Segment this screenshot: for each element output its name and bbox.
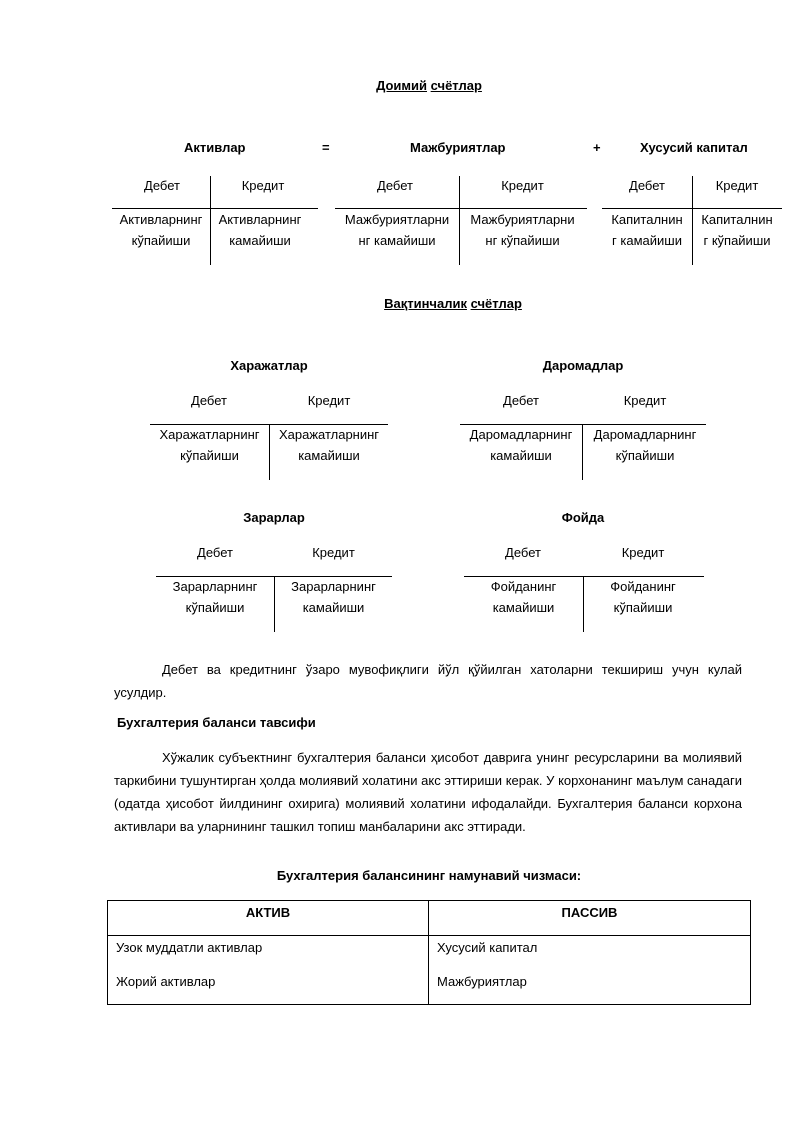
- debit-text-line1: Капиталнин: [611, 212, 683, 227]
- credit-text-line1: Активларнинг: [218, 212, 302, 227]
- credit-text-line2: кўпайиши: [613, 600, 673, 615]
- debit-text-line1: Фойданинг: [490, 579, 557, 594]
- t-vertical-line: [582, 424, 583, 480]
- temporary-accounts-heading: [0, 296, 800, 311]
- credit-label: Кредит: [623, 393, 667, 408]
- credit-label: Кредит: [307, 393, 351, 408]
- passive-item: Мажбуриятлар: [437, 974, 527, 989]
- passive-items-cell: [429, 936, 751, 1005]
- credit-text-line1: Зарарларнинг: [291, 579, 376, 594]
- debit-text-line1: Харажатларнинг: [159, 427, 260, 442]
- equation-assets: Активлар: [184, 140, 246, 155]
- credit-label: Кредит: [501, 178, 544, 193]
- note-paragraph: Дебет ва кредитнинг ўзаро мувофиқлиги йўл қўйилган хатоларни текшириш учун кулай усулдир.: [114, 662, 742, 700]
- passive-header: ПАССИВ: [429, 901, 751, 936]
- equation-liabilities: Мажбуриятлар: [410, 140, 506, 155]
- debit-text-line2: кўпайиши: [180, 448, 239, 463]
- debit-label: Дебет: [191, 393, 227, 408]
- credit-text-line1: Харажатларнинг: [278, 427, 380, 442]
- credit-text-line1: Капиталнин: [701, 212, 773, 227]
- credit-text-line2: г кўпайиши: [703, 233, 771, 248]
- credit-text-line2: камайиши: [298, 448, 360, 463]
- debit-label: Дебет: [377, 178, 413, 193]
- credit-text-line1: Даромадларнинг: [593, 427, 697, 442]
- active-item: Жорий активлар: [116, 974, 216, 989]
- table-header-row: [108, 901, 751, 936]
- account-title: Зарарлар: [243, 510, 305, 525]
- equation-equity: Хусусий капитал: [640, 140, 748, 155]
- credit-text-line2: кўпайиши: [615, 448, 675, 463]
- heading-word: счётлар: [430, 78, 482, 93]
- equation-plus: +: [593, 140, 601, 155]
- balance-heading: Бухгалтерия баланси тавсифи: [117, 715, 316, 730]
- credit-text-line2: камайиши: [302, 600, 365, 615]
- heading-word: Вақтинчалик: [384, 296, 467, 311]
- debit-text-line1: Активларнинг: [119, 212, 203, 227]
- active-items-cell: [108, 936, 429, 1005]
- debit-label: Дебет: [505, 545, 541, 560]
- heading-word: счётлар: [470, 296, 522, 311]
- debit-text-line2: кўпайиши: [185, 600, 245, 615]
- credit-text-line1: Фойданинг: [610, 579, 676, 594]
- debit-text-line1: Зарарларнинг: [172, 579, 258, 594]
- credit-label: Кредит: [715, 178, 759, 193]
- debit-text-line2: кўпайиши: [131, 233, 191, 248]
- debit-text-line2: нг камайиши: [358, 233, 436, 248]
- account-title: Фойда: [561, 510, 605, 525]
- balance-table: [107, 900, 751, 1005]
- account-title: Даромадлар: [542, 358, 624, 373]
- table-row: [108, 936, 751, 1005]
- debit-label: Дебет: [144, 178, 180, 193]
- credit-label: Кредит: [312, 545, 355, 560]
- debit-label: Дебет: [629, 178, 665, 193]
- heading-word: Доимий: [376, 78, 428, 93]
- credit-text-line1: Мажбуриятларни: [470, 212, 575, 227]
- debit-text-line1: Мажбуриятларни: [344, 212, 450, 227]
- credit-label: Кредит: [621, 545, 665, 560]
- debit-text-line1: Даромадларнинг: [469, 427, 573, 442]
- credit-label: Кредит: [241, 178, 285, 193]
- debit-text-line2: камайиши: [492, 600, 555, 615]
- credit-text-line2: нг кўпайиши: [485, 233, 560, 248]
- balance-paragraph: Хўжалик субъектнинг бухгалтерия баланси ҳисобот даврига унинг ресурсларини ва молиявий таркибини тушунтирган ҳолда молиявий холатини акс эттириши керак. У корхонанинг маълум санадаги (одатда ҳисобот йилдининг охирига) молиявий холатини ифодалайди. Бухгалтерия баланси корхона активлари ва уларнининг ташкил топиш манбаларини акс эттиради.: [114, 750, 742, 834]
- debit-label: Дебет: [197, 545, 233, 560]
- active-item: Узок муддатли активлар: [116, 940, 263, 955]
- debit-label: Дебет: [503, 393, 539, 408]
- passive-item: Хусусий капитал: [437, 940, 538, 955]
- credit-text-line2: камайиши: [229, 233, 291, 248]
- debit-text-line2: камайиши: [490, 448, 552, 463]
- equation-equals: =: [322, 140, 330, 155]
- account-title: Харажатлар: [230, 358, 308, 373]
- balance-table-title: Бухгалтерия балансининг намунавий чизмаси:: [276, 868, 582, 883]
- permanent-accounts-heading: [0, 78, 800, 93]
- debit-text-line2: г камайиши: [612, 233, 682, 248]
- active-header: АКТИВ: [108, 901, 429, 936]
